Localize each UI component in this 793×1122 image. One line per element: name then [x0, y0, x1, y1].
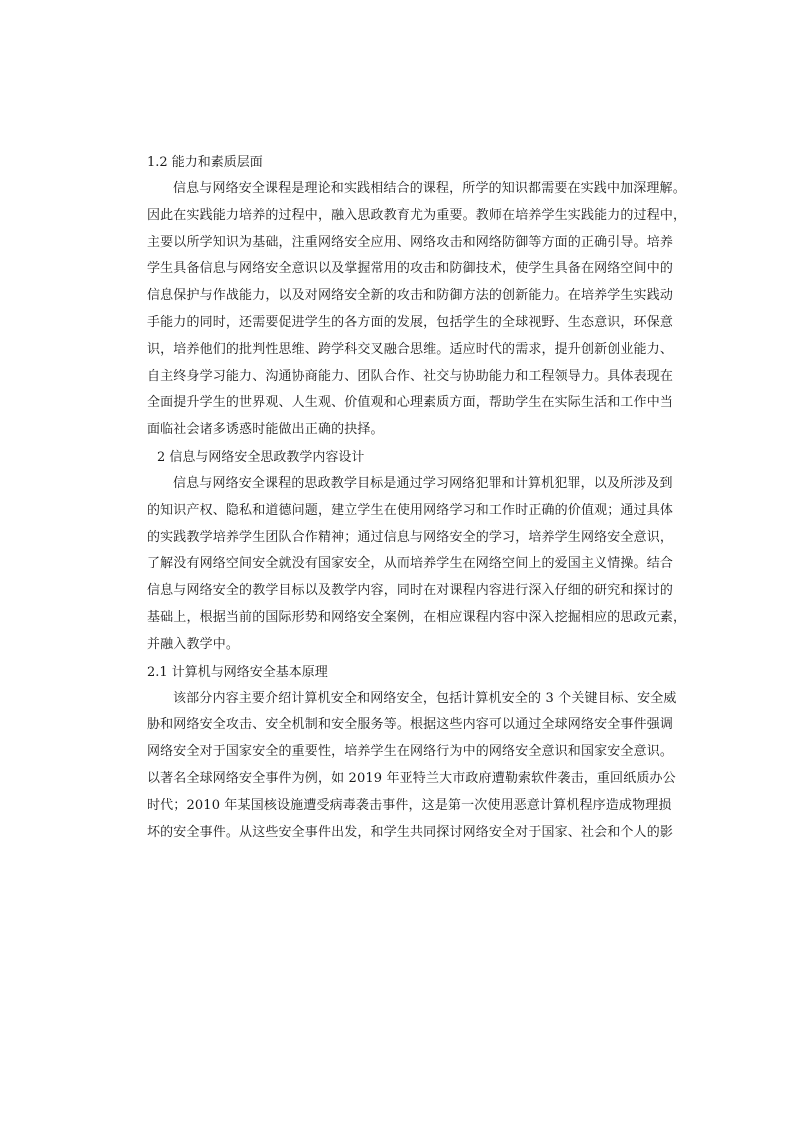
paragraph-line: 网络安全对于国家安全的重要性，培养学生在网络行为中的网络安全意识和国家安全意识。 — [147, 744, 674, 760]
paragraph-line: 坏的安全事件。从这些安全事件出发，和学生共同探讨网络安全对于国家、社会和个人的影 — [147, 824, 674, 840]
document-body — [147, 152, 687, 849]
paragraph-line: 识，培养他们的批判性思维、跨学科交叉融合思维。适应时代的需求，提升创新创业能力、 — [147, 341, 674, 357]
paragraph-line: 该部分内容主要介绍计算机安全和网络安全，包括计算机安全的 3 个关键目标、安全威 — [173, 690, 677, 706]
section-heading: 2.1 计算机与网络安全基本原理 — [147, 664, 328, 680]
paragraph-line: 信息保护与作战能力，以及对网络安全新的攻击和防御方法的创新能力。在培养学生实践动 — [147, 288, 674, 304]
paragraph-line: 手能力的同时，还需要促进学生的各方面的发展，包括学生的全球视野、生态意识，环保意 — [147, 314, 674, 330]
paragraph-line: 的实践教学培养学生团队合作精神；通过信息与网络安全的学习，培养学生网络安全意识， — [147, 529, 674, 545]
paragraph — [147, 179, 687, 439]
paragraph-line: 以著名全球网络安全事件为例，如 2019 年亚特兰大市政府遭勒索软件袭击，重回纸质办公 — [147, 770, 676, 786]
paragraph-line: 面临社会诸多诱惑时能做出正确的抉择。 — [147, 422, 384, 438]
paragraph-line: 学生具备信息与网络安全意识以及掌握常用的攻击和防御技术，使学生具备在网络空间中的 — [147, 261, 674, 277]
paragraph-line: 胁和网络安全攻击、安全机制和安全服务等。根据这些内容可以通过全球网络安全事件强调 — [147, 717, 674, 733]
paragraph-line: 自主终身学习能力、沟通协商能力、团队合作、社交与协助能力和工程领导力。具体表现在 — [147, 368, 674, 384]
section-heading: 2 信息与网络安全思政教学内容设计 — [157, 449, 365, 465]
paragraph-line: 主要以所学知识为基础，注重网络安全应用、网络攻击和网络防御等方面的正确引导。培养 — [147, 234, 674, 250]
paragraph-line: 并融入教学中。 — [147, 636, 240, 652]
paragraph-line: 因此在实践能力培养的过程中，融入思政教育尤为重要。教师在培养学生实践能力的过程中， — [147, 207, 687, 223]
paragraph-line: 信息与网络安全的教学目标以及教学内容，同时在对课程内容进行深入仔细的研究和探讨的 — [147, 583, 674, 599]
paragraph-line: 的知识产权、隐私和道德问题，建立学生在使用网络学习和工作时正确的价值观；通过具体 — [147, 502, 674, 518]
paragraph-line: 了解没有网络空间安全就没有国家安全，从而培养学生在网络空间上的爱国主义情操。结合 — [147, 556, 674, 572]
paragraph-line: 全面提升学生的世界观、人生观、价值观和心理素质方面，帮助学生在实际生活和工作中当 — [147, 395, 674, 411]
paragraph-line: 信息与网络安全课程是理论和实践相结合的课程，所学的知识都需要在实践中加深理解。 — [173, 181, 686, 196]
paragraph-line: 基础上，根据当前的国际形势和网络安全案例，在相应课程内容中深入挖掘相应的思政元素， — [147, 609, 687, 625]
paragraph-line: 时代；2010 年某国核设施遭受病毒袭击事件，这是第一次使用恶意计算机程序造成物理损 — [147, 797, 672, 813]
paragraph — [147, 689, 677, 842]
paragraph-line: 信息与网络安全课程的思政教学目标是通过学习网络犯罪和计算机犯罪，以及所涉及到 — [173, 475, 673, 491]
paragraph — [147, 474, 687, 654]
section-heading: 1.2 能力和素质层面 — [147, 155, 263, 170]
